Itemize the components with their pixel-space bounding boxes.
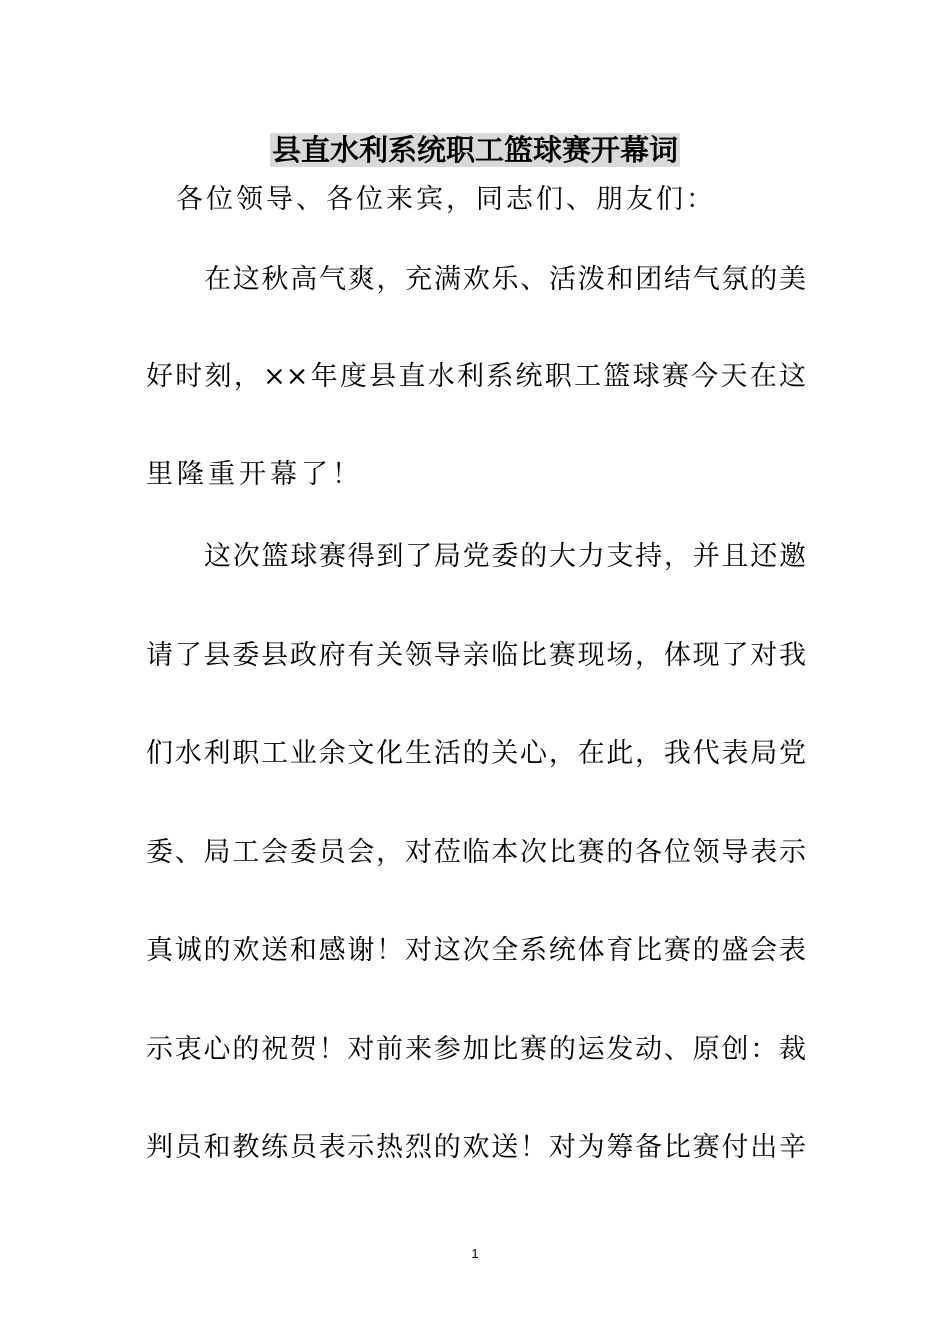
paragraph-line: 在这秋高气爽，充满欢乐、活泼和团结气氛的美 (204, 264, 806, 295)
document-title (0, 130, 950, 170)
salutation: 各位领导、各位来宾，同志们、朋友们： (176, 184, 716, 215)
paragraph-line: 真诚的欢送和感谢！对这次全系统体育比赛的盛会表 (146, 935, 806, 966)
paragraph-line: 里隆重开幕了！ (146, 459, 363, 490)
paragraph-line: 好时刻，××年度县直水利系统职工篮球赛今天在这 (146, 361, 806, 392)
paragraph-line: 判员和教练员表示热烈的欢送！对为筹备比赛付出辛 (146, 1132, 806, 1163)
page-number: 1 (471, 1246, 479, 1261)
paragraph-line: 请了县委县政府有关领导亲临比赛现场，体现了对我 (146, 640, 806, 671)
paragraph-line: 们水利职工业余文化生活的关心，在此，我代表局党 (146, 738, 806, 769)
paragraph-line: 示衷心的祝贺！对前来参加比赛的运发动、原创：裁 (146, 1034, 806, 1065)
title-text: 县直水利系统职工篮球赛开幕词 (271, 133, 678, 167)
paragraph-line: 委、局工会委员会，对莅临本次比赛的各位领导表示 (146, 837, 806, 868)
paragraph-line: 这次篮球赛得到了局党委的大力支持，并且还邀 (204, 541, 806, 572)
